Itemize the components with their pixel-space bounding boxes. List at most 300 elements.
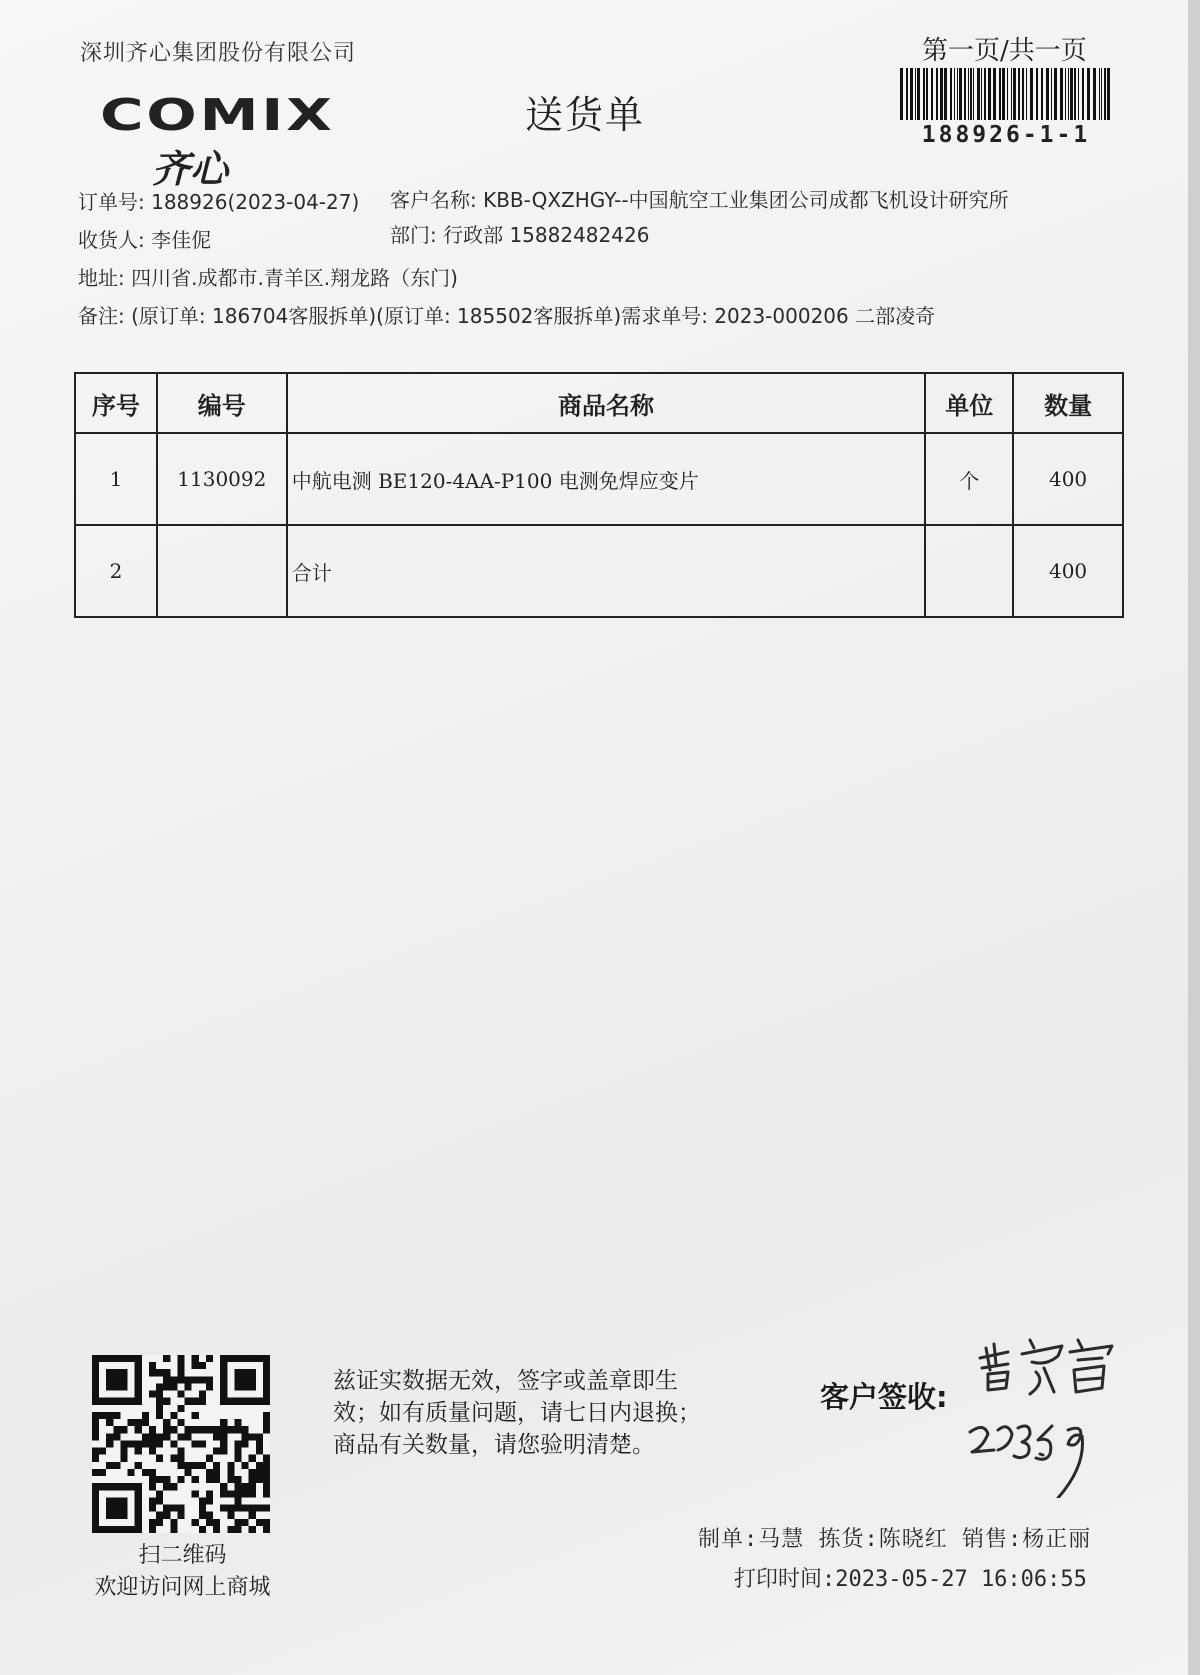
- qr-module: [156, 1412, 163, 1419]
- cell-seq: 2: [75, 525, 157, 617]
- barcode-bar: [964, 68, 966, 120]
- barcode-bar: [926, 68, 928, 120]
- qr-module: [192, 1362, 199, 1369]
- barcode-bar: [1030, 68, 1033, 120]
- qr-module: [234, 1476, 241, 1483]
- qr-module: [99, 1412, 106, 1419]
- barcode-bar: [1093, 68, 1096, 120]
- qr-module: [234, 1497, 241, 1504]
- qr-module: [263, 1526, 270, 1533]
- qr-caption-line-2: 欢迎访问网上商城: [94, 1575, 271, 1600]
- qr-module: [199, 1497, 206, 1504]
- qr-module: [199, 1526, 206, 1533]
- qr-module: [199, 1426, 206, 1433]
- qr-module: [213, 1426, 220, 1433]
- qr-module: [256, 1448, 263, 1455]
- qr-module: [163, 1505, 170, 1512]
- qr-module: [177, 1462, 184, 1469]
- customer-sign-label: 客户签收:: [820, 1380, 948, 1414]
- barcode-bar: [1022, 68, 1024, 120]
- receiver: 收货人: 李佳伲: [78, 228, 212, 252]
- qr-module: [163, 1512, 170, 1519]
- qr-module: [249, 1526, 256, 1533]
- barcode-bar: [1087, 68, 1090, 120]
- qr-module: [128, 1419, 135, 1426]
- qr-module: [206, 1355, 213, 1362]
- qr-module: [263, 1483, 270, 1490]
- barcode-bar: [1068, 68, 1069, 120]
- table-row: [75, 433, 1123, 525]
- qr-module: [263, 1426, 270, 1433]
- qr-module: [149, 1362, 156, 1369]
- qr-module: [106, 1440, 113, 1447]
- qr-module: [213, 1526, 220, 1533]
- qr-module: [135, 1426, 142, 1433]
- qr-module: [92, 1426, 99, 1433]
- barcode-bar: [1082, 68, 1084, 120]
- qr-module: [149, 1391, 156, 1398]
- barcode-bar: [984, 68, 986, 120]
- barcode-bar: [1013, 68, 1016, 120]
- barcode-bar: [906, 68, 908, 120]
- qr-module: [227, 1512, 234, 1519]
- cell-seq: 1: [75, 433, 157, 525]
- qr-module: [256, 1433, 263, 1440]
- qr-module: [163, 1433, 170, 1440]
- qr-module: [135, 1462, 142, 1469]
- qr-module: [177, 1369, 184, 1376]
- qr-module: [213, 1433, 220, 1440]
- qr-module: [177, 1419, 184, 1426]
- table-header-row: [75, 373, 1123, 433]
- qr-module: [249, 1469, 256, 1476]
- qr-module: [170, 1426, 177, 1433]
- qr-module: [213, 1462, 220, 1469]
- barcode-bar: [915, 68, 916, 120]
- qr-module: [177, 1505, 184, 1512]
- qr-module: [249, 1455, 256, 1462]
- qr-module: [163, 1419, 170, 1426]
- barcode-bar: [1036, 68, 1038, 120]
- items-table: [74, 372, 1124, 618]
- barcode-bar: [923, 68, 925, 120]
- qr-module: [163, 1376, 170, 1383]
- qr-module: [227, 1476, 234, 1483]
- qr-module: [206, 1476, 213, 1483]
- header-qty: 数量: [1013, 373, 1123, 433]
- barcode-bar: [954, 68, 955, 120]
- qr-module: [113, 1433, 120, 1440]
- notice-text: [333, 1365, 733, 1461]
- qr-module: [249, 1490, 256, 1497]
- qr-module: [206, 1376, 213, 1383]
- qr-code: [92, 1355, 270, 1533]
- barcode-bar: [917, 68, 920, 120]
- qr-module: [220, 1433, 227, 1440]
- qr-module: [92, 1419, 99, 1426]
- qr-module: [99, 1469, 106, 1476]
- qr-module: [199, 1391, 206, 1398]
- barcode-bar: [1065, 68, 1066, 120]
- qr-module: [142, 1433, 149, 1440]
- qr-module: [192, 1519, 199, 1526]
- qr-module: [185, 1376, 192, 1383]
- barcode-bar: [1070, 68, 1073, 120]
- qr-module: [206, 1469, 213, 1476]
- qr-module: [156, 1369, 163, 1376]
- qr-module: [263, 1490, 270, 1497]
- qr-module: [149, 1519, 156, 1526]
- qr-module: [249, 1505, 256, 1512]
- qr-module: [142, 1440, 149, 1447]
- qr-module: [185, 1383, 192, 1390]
- qr-module: [92, 1448, 99, 1455]
- qr-module: [206, 1455, 213, 1462]
- cell-name: 中航电测 BE120-4AA-P100 电测免焊应变片: [287, 433, 926, 525]
- qr-module: [220, 1426, 227, 1433]
- table-row: [75, 525, 1123, 617]
- qr-module: [163, 1369, 170, 1376]
- qr-module: [206, 1512, 213, 1519]
- qr-module: [242, 1519, 249, 1526]
- barcode-bar: [940, 68, 943, 120]
- header-unit: 单位: [925, 373, 1013, 433]
- qr-module: [256, 1469, 263, 1476]
- qr-module: [185, 1462, 192, 1469]
- qr-module: [142, 1469, 149, 1476]
- qr-module: [170, 1412, 177, 1419]
- barcode-bar: [1046, 68, 1049, 120]
- qr-module: [170, 1483, 177, 1490]
- qr-module: [256, 1462, 263, 1469]
- qr-module: [192, 1412, 199, 1419]
- qr-module: [263, 1412, 270, 1419]
- qr-module: [135, 1419, 142, 1426]
- qr-module: [206, 1519, 213, 1526]
- barcode-bar: [1099, 68, 1100, 120]
- qr-module: [213, 1469, 220, 1476]
- qr-module: [156, 1383, 163, 1390]
- barcode-bar: [910, 68, 913, 120]
- qr-module: [249, 1512, 256, 1519]
- qr-module: [163, 1398, 170, 1405]
- qr-module: [185, 1426, 192, 1433]
- qr-module: [163, 1355, 170, 1362]
- qr-module: [142, 1419, 149, 1426]
- print-time: 打印时间:2023-05-27 16:06:55: [734, 1567, 1087, 1592]
- qr-module: [263, 1505, 270, 1512]
- barcode-bar: [931, 68, 933, 120]
- qr-module: [92, 1412, 99, 1419]
- qr-module: [227, 1462, 234, 1469]
- qr-module: [106, 1412, 113, 1419]
- barcode-bar: [1104, 68, 1106, 120]
- qr-module: [263, 1462, 270, 1469]
- barcode-bar: [968, 68, 969, 120]
- qr-module: [242, 1462, 249, 1469]
- qr-module: [177, 1512, 184, 1519]
- qr-module: [149, 1469, 156, 1476]
- qr-module: [177, 1476, 184, 1483]
- logo-text-cn: 齐心: [152, 147, 229, 191]
- qr-module: [192, 1355, 199, 1362]
- logo-text-en: COMIX: [100, 90, 335, 141]
- qr-module: [263, 1476, 270, 1483]
- barcode-bar: [988, 68, 991, 120]
- barcode-bar: [936, 68, 938, 120]
- qr-module: [128, 1440, 135, 1447]
- qr-module: [149, 1448, 156, 1455]
- qr-module: [192, 1462, 199, 1469]
- qr-module: [256, 1505, 263, 1512]
- barcode-bar: [1074, 68, 1076, 120]
- barcode-bar: [944, 68, 947, 120]
- qr-module: [135, 1448, 142, 1455]
- qr-module: [170, 1519, 177, 1526]
- qr-module: [234, 1448, 241, 1455]
- barcode-bar: [999, 68, 1001, 120]
- qr-module: [242, 1426, 249, 1433]
- barcode-bar: [1101, 68, 1102, 120]
- barcode-bar: [977, 68, 980, 120]
- qr-module: [227, 1526, 234, 1533]
- qr-module: [213, 1448, 220, 1455]
- address: 地址: 四川省.成都市.青羊区.翔龙路（东门): [78, 266, 458, 290]
- remark: 备注: (原订单: 186704客服拆单)(原订单: 185502客服拆单)需求单号: 2023-000206 二部凌奇: [78, 304, 936, 328]
- qr-module: [242, 1433, 249, 1440]
- qr-module: [192, 1490, 199, 1497]
- qr-module: [192, 1440, 199, 1447]
- qr-module: [128, 1469, 135, 1476]
- barcode-bar: [1026, 68, 1027, 120]
- qr-module: [163, 1483, 170, 1490]
- qr-module: [206, 1497, 213, 1504]
- qr-module: [177, 1376, 184, 1383]
- cell-code: 1130092: [157, 433, 287, 525]
- qr-module: [199, 1376, 206, 1383]
- qr-module: [185, 1433, 192, 1440]
- qr-module: [163, 1476, 170, 1483]
- qr-module: [220, 1505, 227, 1512]
- qr-module: [106, 1462, 113, 1469]
- qr-module: [256, 1476, 263, 1483]
- qr-caption: [80, 1540, 285, 1604]
- barcode-bar: [1078, 68, 1079, 120]
- qr-module: [199, 1398, 206, 1405]
- qr-finder-pattern: [106, 1369, 127, 1390]
- qr-module: [227, 1490, 234, 1497]
- qr-module: [113, 1462, 120, 1469]
- qr-module: [249, 1433, 256, 1440]
- cell-unit: [925, 525, 1013, 617]
- qr-module: [149, 1433, 156, 1440]
- qr-module: [170, 1526, 177, 1533]
- qr-module: [177, 1448, 184, 1455]
- qr-module: [242, 1483, 249, 1490]
- qr-module: [234, 1455, 241, 1462]
- notice-line-1: 兹证实数据无效，签字或盖章即生: [333, 1368, 678, 1394]
- qr-module: [199, 1505, 206, 1512]
- qr-module: [220, 1440, 227, 1447]
- qr-module: [120, 1440, 127, 1447]
- barcode-bar: [1007, 68, 1008, 120]
- qr-module: [234, 1440, 241, 1447]
- header-code: 编号: [157, 373, 287, 433]
- barcode-bar: [1011, 68, 1012, 120]
- barcode-bar: [1054, 68, 1057, 120]
- company-name: 深圳齐心集团股份有限公司: [80, 41, 357, 66]
- qr-module: [249, 1476, 256, 1483]
- qr-finder-pattern: [106, 1497, 127, 1518]
- barcode-bar: [900, 68, 903, 120]
- cell-qty: 400: [1013, 525, 1123, 617]
- qr-module: [170, 1440, 177, 1447]
- barcode-bar: [1107, 68, 1110, 120]
- qr-module: [156, 1497, 163, 1504]
- qr-module: [149, 1526, 156, 1533]
- qr-module: [92, 1433, 99, 1440]
- barcode-bar: [1041, 68, 1043, 120]
- cell-code: [157, 525, 287, 617]
- qr-module: [213, 1476, 220, 1483]
- qr-module: [99, 1448, 106, 1455]
- qr-finder-pattern: [234, 1369, 255, 1390]
- qr-module: [234, 1483, 241, 1490]
- qr-module: [156, 1455, 163, 1462]
- qr-module: [177, 1362, 184, 1369]
- qr-module: [192, 1476, 199, 1483]
- cell-unit: 个: [925, 433, 1013, 525]
- qr-module: [156, 1405, 163, 1412]
- header-seq: 序号: [75, 373, 157, 433]
- qr-module: [177, 1405, 184, 1412]
- qr-module: [156, 1440, 163, 1447]
- barcode-bar: [973, 68, 974, 120]
- qr-module: [163, 1426, 170, 1433]
- qr-module: [206, 1426, 213, 1433]
- qr-module: [199, 1440, 206, 1447]
- qr-module: [227, 1469, 234, 1476]
- qr-module: [135, 1440, 142, 1447]
- qr-caption-line-1: 扫二维码: [138, 1543, 227, 1568]
- qr-module: [185, 1469, 192, 1476]
- barcode-bar: [957, 68, 958, 120]
- barcode-bar: [1018, 68, 1020, 120]
- qr-module: [220, 1483, 227, 1490]
- handwritten-signature: [960, 1318, 1140, 1498]
- qr-module: [163, 1383, 170, 1390]
- qr-module: [263, 1419, 270, 1426]
- qr-module: [177, 1455, 184, 1462]
- qr-module: [156, 1398, 163, 1405]
- qr-module: [192, 1426, 199, 1433]
- cell-name: 合计: [287, 525, 926, 617]
- qr-module: [192, 1398, 199, 1405]
- qr-module: [113, 1426, 120, 1433]
- comix-logo: [100, 90, 335, 191]
- qr-module: [227, 1426, 234, 1433]
- qr-module: [149, 1476, 156, 1483]
- barcode-bar: [959, 68, 962, 120]
- qr-module: [242, 1505, 249, 1512]
- qr-module: [234, 1519, 241, 1526]
- qr-module: [156, 1512, 163, 1519]
- qr-module: [263, 1455, 270, 1462]
- document-title: 送货单: [525, 93, 646, 137]
- qr-module: [156, 1433, 163, 1440]
- qr-module: [170, 1505, 177, 1512]
- qr-module: [206, 1490, 213, 1497]
- qr-module: [234, 1526, 241, 1533]
- qr-module: [220, 1419, 227, 1426]
- qr-module: [113, 1412, 120, 1419]
- qr-module: [106, 1419, 113, 1426]
- qr-module: [256, 1440, 263, 1447]
- qr-module: [263, 1469, 270, 1476]
- order-number: 订单号: 188926(2023-04-27): [78, 190, 360, 214]
- qr-module: [249, 1483, 256, 1490]
- barcode-bar: [1051, 68, 1052, 120]
- notice-line-2: 效；如有质量问题，请七日内退换；: [333, 1400, 701, 1426]
- qr-module: [92, 1455, 99, 1462]
- qr-module: [199, 1512, 206, 1519]
- staff-info: 制单:马慧 拣货:陈晓红 销售:杨正丽: [698, 1527, 1092, 1552]
- page-indicator: 第一页/共一页: [922, 36, 1087, 66]
- qr-module: [149, 1440, 156, 1447]
- qr-module: [156, 1490, 163, 1497]
- qr-module: [92, 1469, 99, 1476]
- barcode-bar: [1060, 68, 1063, 120]
- qr-module: [199, 1462, 206, 1469]
- barcode: [900, 68, 1112, 120]
- qr-module: [149, 1426, 156, 1433]
- qr-module: [234, 1426, 241, 1433]
- qr-module: [170, 1376, 177, 1383]
- qr-module: [192, 1376, 199, 1383]
- qr-module: [156, 1519, 163, 1526]
- qr-module: [156, 1476, 163, 1483]
- barcode-bar: [981, 68, 982, 120]
- qr-module: [234, 1490, 241, 1497]
- qr-module: [234, 1505, 241, 1512]
- qr-module: [206, 1383, 213, 1390]
- notice-line-3: 商品有关数量，请您验明清楚。: [333, 1432, 655, 1458]
- qr-module: [149, 1369, 156, 1376]
- qr-module: [142, 1412, 149, 1419]
- qr-module: [120, 1448, 127, 1455]
- barcode-bar: [1002, 68, 1005, 120]
- qr-module: [170, 1383, 177, 1390]
- qr-module: [242, 1440, 249, 1447]
- qr-module: [177, 1433, 184, 1440]
- barcode-bar: [950, 68, 952, 120]
- qr-module: [106, 1433, 113, 1440]
- header-name: 商品名称: [287, 373, 926, 433]
- cell-qty: 400: [1013, 433, 1123, 525]
- barcode-bar: [970, 68, 972, 120]
- qr-module: [149, 1483, 156, 1490]
- qr-module: [120, 1426, 127, 1433]
- qr-module: [185, 1398, 192, 1405]
- qr-module: [213, 1519, 220, 1526]
- department: 部门: 行政部 15882482426: [390, 223, 650, 247]
- qr-module: [149, 1505, 156, 1512]
- barcode-bar: [993, 68, 996, 120]
- qr-module: [220, 1448, 227, 1455]
- qr-module: [263, 1519, 270, 1526]
- qr-module: [220, 1490, 227, 1497]
- barcode-number: 188926-1-1: [921, 122, 1091, 148]
